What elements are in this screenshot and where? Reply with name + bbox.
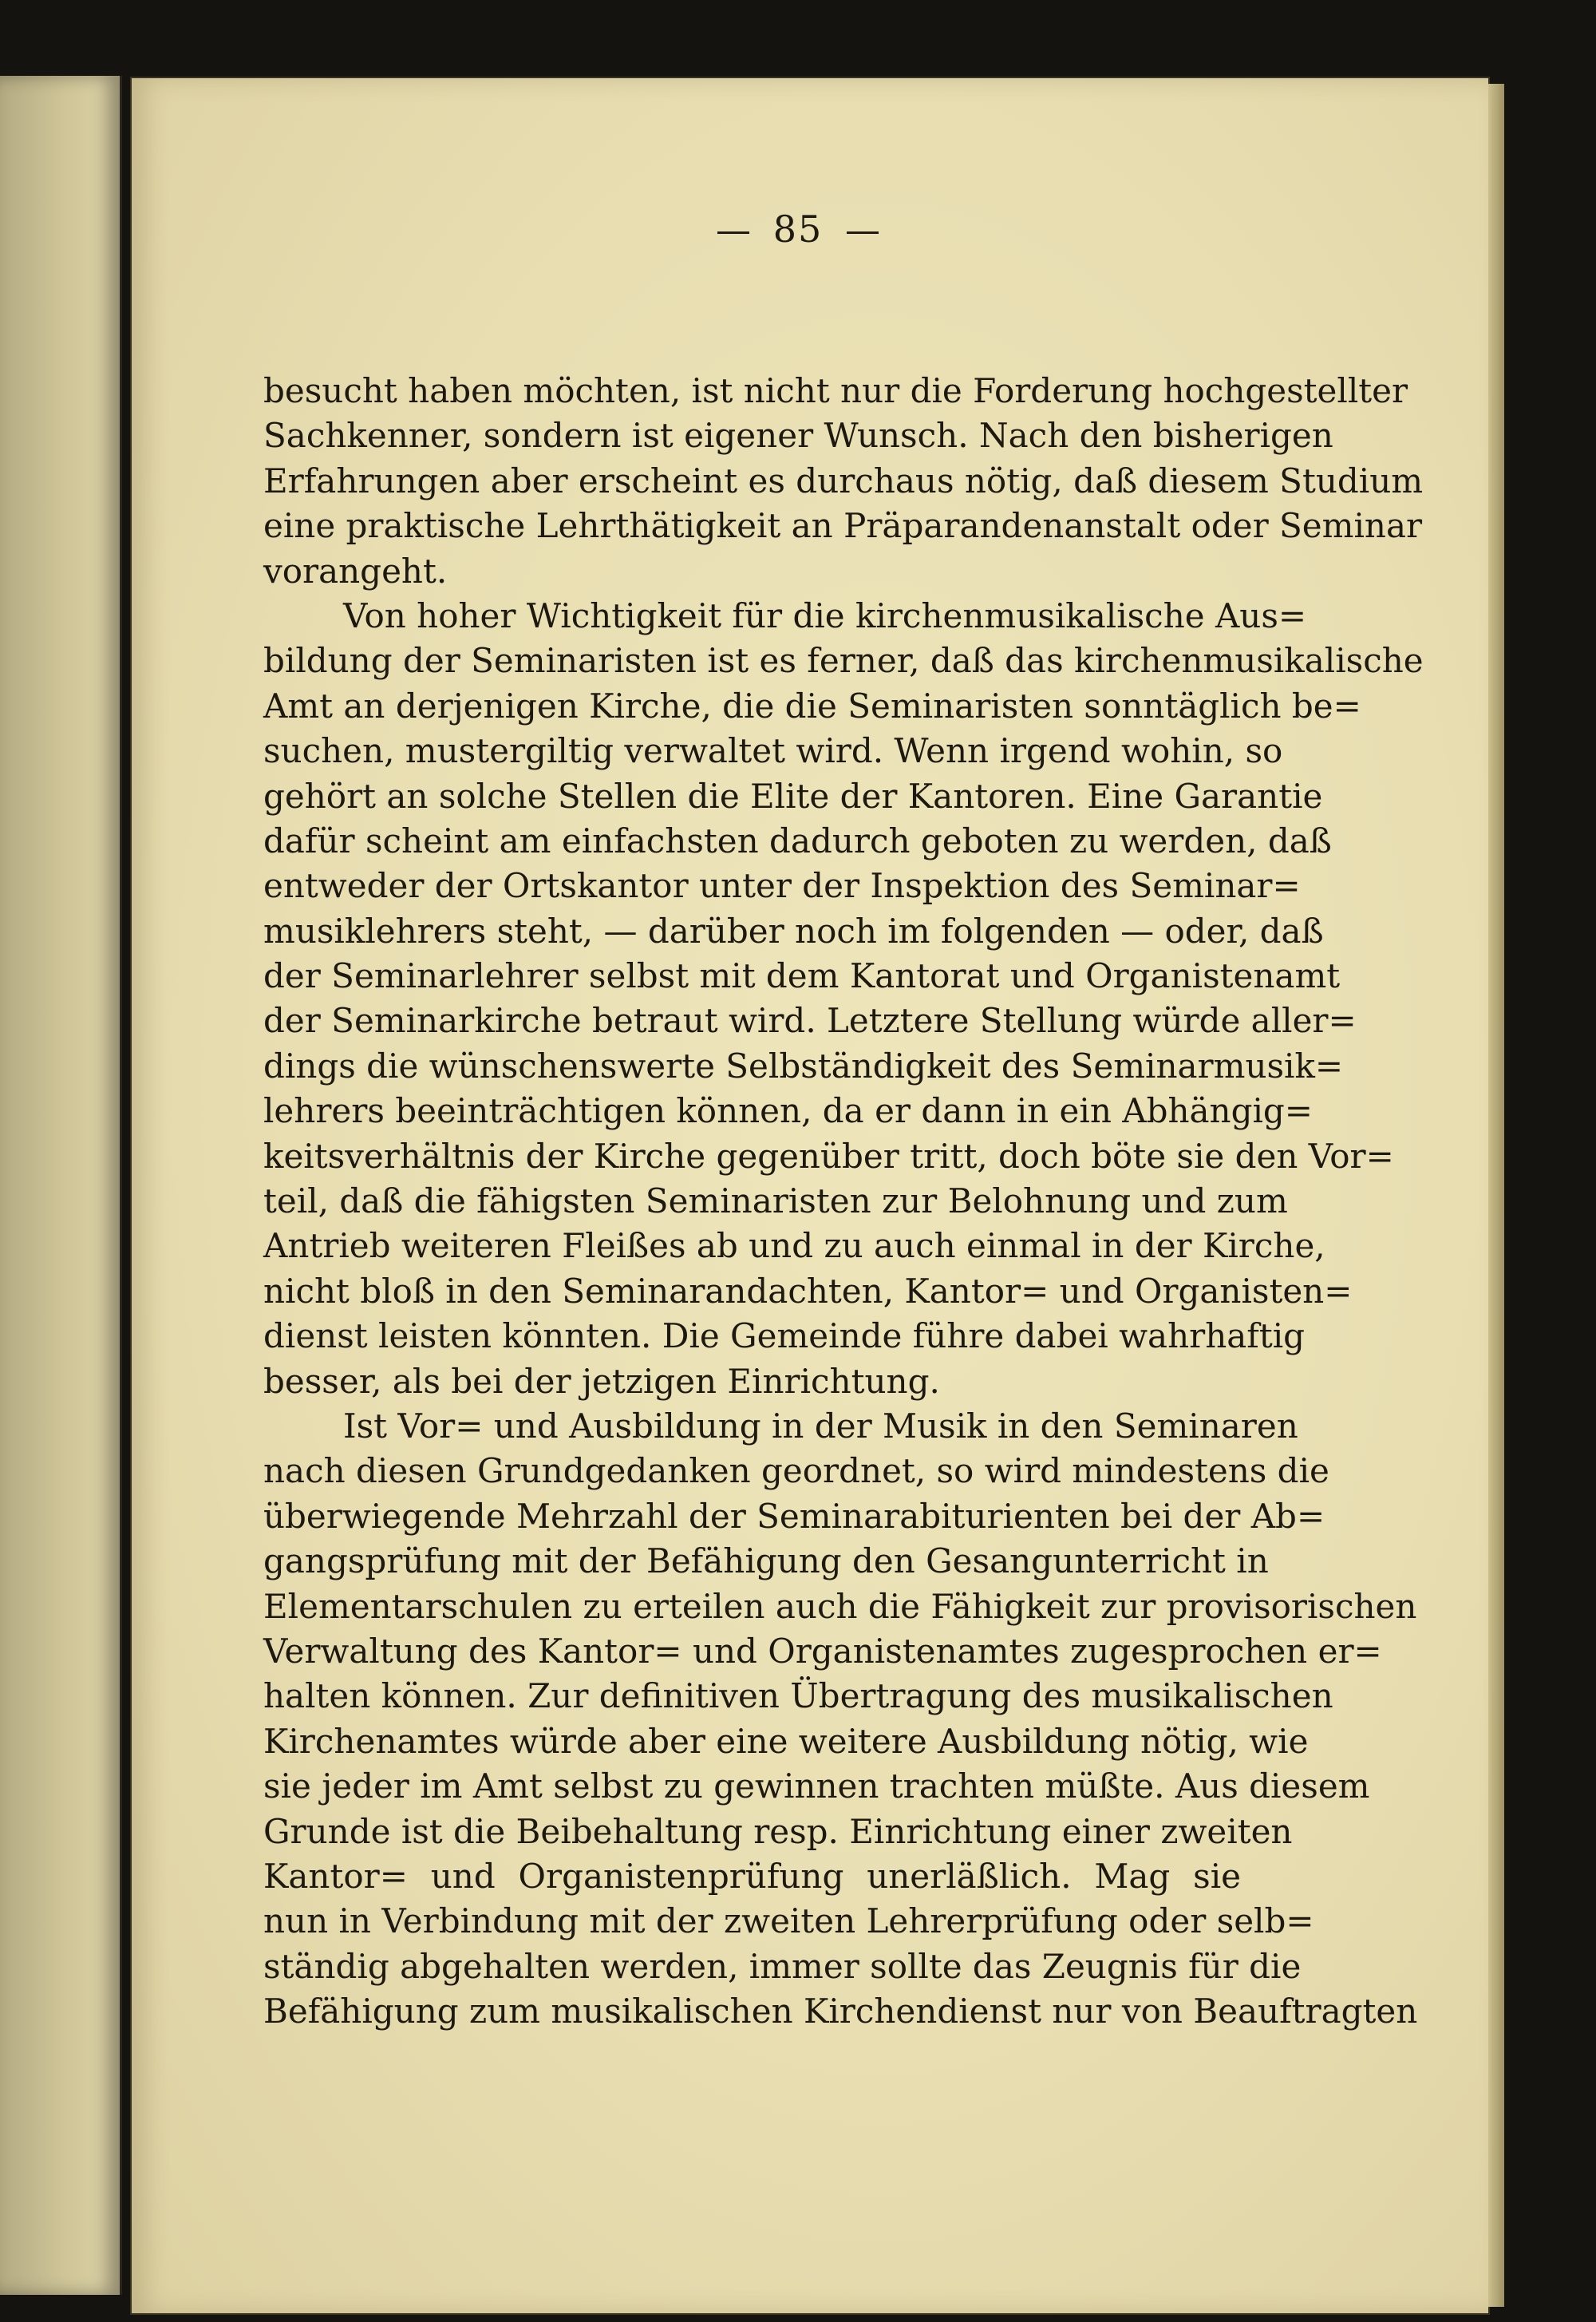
page-stack-edge bbox=[1488, 84, 1504, 2307]
text-line: ständig abgehalten werden, immer sollte das Zeugnis für die bbox=[263, 1946, 1302, 1986]
text-line: Amt an derjenigen Kirche, die die Seminaristen sonntäglich be= bbox=[263, 686, 1361, 726]
text-line: Elementarschulen zu erteilen auch die Fähigkeit zur provisorischen bbox=[263, 1586, 1417, 1626]
header-dash-left bbox=[717, 231, 749, 234]
text-line: Ist Vor= und Ausbildung in der Musik in den Seminaren bbox=[343, 1406, 1298, 1446]
text-line: nach diesen Grundgedanken geordnet, so wird mindestens die bbox=[263, 1451, 1329, 1491]
text-line: entweder der Ortskantor unter der Inspektion des Seminar= bbox=[263, 866, 1301, 906]
facing-page-edge bbox=[0, 76, 122, 2295]
text-line: bildung der Seminaristen ist es ferner, daß das kirchenmusikalische bbox=[263, 641, 1424, 681]
text-line: der Seminarlehrer selbst mit dem Kantorat und Organistenamt bbox=[263, 956, 1341, 996]
text-line: überwiegende Mehrzahl der Seminarabiturienten bei der Ab= bbox=[263, 1496, 1325, 1536]
text-line: gangsprüfung mit der Befähigung den Gesangunterricht in bbox=[263, 1541, 1269, 1581]
text-line: Sachkenner, sondern ist eigener Wunsch. Nach den bisherigen bbox=[263, 416, 1333, 456]
text-line: besser, als bei der jetzigen Einrichtung. bbox=[263, 1361, 940, 1401]
text-line: dings die wünschenswerte Selbständigkeit des Seminarmusik= bbox=[263, 1046, 1344, 1086]
text-line: dienst leisten könnten. Die Gemeinde führe dabei wahrhaftig bbox=[263, 1316, 1306, 1356]
text-line: gehört an solche Stellen die Elite der Kantoren. Eine Garantie bbox=[263, 776, 1323, 816]
text-line: Grunde ist die Beibehaltung resp. Einrichtung einer zweiten bbox=[263, 1811, 1293, 1851]
text-line: dafür scheint am einfachsten dadurch geboten zu werden, daß bbox=[263, 821, 1332, 860]
text-line: Kantor= und Organistenprüfung unerläßlich. Mag sie bbox=[263, 1856, 1241, 1896]
text-line: der Seminarkirche betraut wird. Letztere Stellung würde aller= bbox=[263, 1001, 1357, 1041]
text-line: Verwaltung des Kantor= und Organistenamtes zugesprochen er= bbox=[263, 1631, 1382, 1671]
text-line: vorangeht. bbox=[263, 551, 448, 591]
text-line: musiklehrers steht, — darüber noch im folgenden — oder, daß bbox=[263, 911, 1324, 951]
header-dash-right bbox=[847, 231, 879, 234]
text-line: Befähigung zum musikalischen Kirchendienst nur von Beauftragten bbox=[263, 1992, 1418, 2031]
text-line: halten können. Zur definitiven Übertragung des musikalischen bbox=[263, 1676, 1333, 1716]
page-header bbox=[0, 208, 1596, 251]
text-line: Kirchenamtes würde aber eine weitere Ausbildung nötig, wie bbox=[263, 1721, 1309, 1761]
text-line: Antrieb weiteren Fleißes ab und zu auch einmal in der Kirche, bbox=[263, 1226, 1325, 1266]
text-line: sie jeder im Amt selbst zu gewinnen trachten müßte. Aus diesem bbox=[263, 1766, 1370, 1806]
text-line: Erfahrungen aber erscheint es durchaus nötig, daß diesem Studium bbox=[263, 461, 1424, 500]
page-number: 85 bbox=[772, 208, 824, 251]
body-text bbox=[263, 369, 1424, 2034]
text-line: besucht haben möchten, ist nicht nur die Forderung hochgestellter bbox=[263, 371, 1408, 410]
text-line: suchen, mustergiltig verwaltet wird. Wenn irgend wohin, so bbox=[263, 731, 1283, 771]
text-line: lehrers beeinträchtigen können, da er dann in ein Abhängig= bbox=[263, 1091, 1314, 1131]
text-line: Von hoher Wichtigkeit für die kirchenmusikalische Aus= bbox=[343, 595, 1307, 635]
text-line: nicht bloß in den Seminarandachten, Kantor= und Organisten= bbox=[263, 1271, 1353, 1311]
text-line: eine praktische Lehrthätigkeit an Präparandenanstalt oder Seminar bbox=[263, 506, 1423, 546]
text-line: keitsverhältnis der Kirche gegenüber tritt, doch böte sie den Vor= bbox=[263, 1136, 1394, 1176]
text-line: teil, daß die fähigsten Seminaristen zur Belohnung und zum bbox=[263, 1181, 1288, 1221]
text-line: nun in Verbindung mit der zweiten Lehrerprüfung oder selb= bbox=[263, 1901, 1314, 1941]
